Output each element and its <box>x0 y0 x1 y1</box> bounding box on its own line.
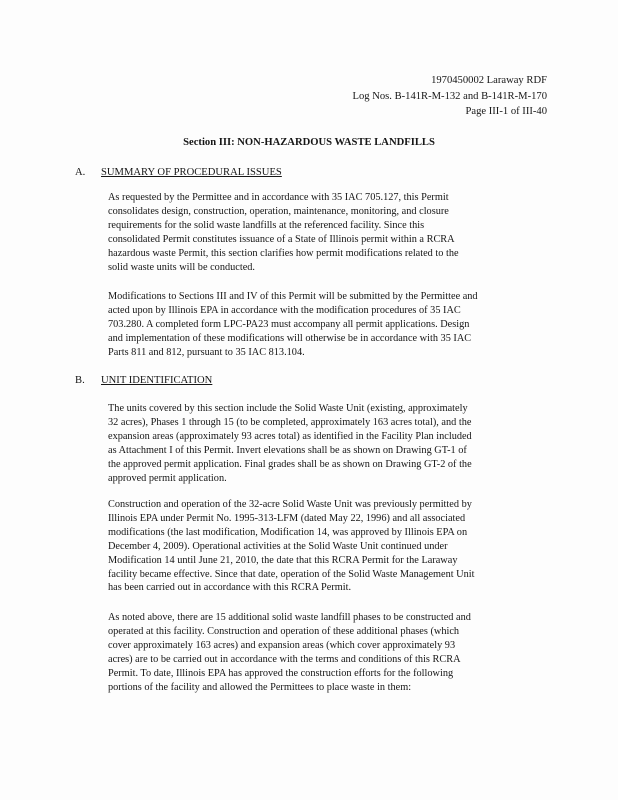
text-line: The units covered by this section include the Solid Waste Unit (existing, approximately <box>108 403 468 414</box>
text-line: portions of the facility and allowed the Permittees to place waste in them: <box>108 681 412 693</box>
text-line: Modifications to Sections III and IV of this Permit will be submitted by the Permittee and <box>108 291 478 302</box>
text-line: cover approximately 163 acres) and expansion areas (which cover approximately 93 <box>108 639 456 651</box>
text-line: the approved permit application. Final grades shall be as shown on Drawing GT-2 of the <box>108 458 472 470</box>
text-line: consolidated Permit constitutes issuance of a State of Illinois permit within a RCRA <box>108 233 455 245</box>
text-line: facility became effective. Since that date, operation of the Solid Waste Management Unit <box>108 568 475 580</box>
text-line: acres) are to be carried out in accordance with the terms and conditions of this RCRA <box>108 653 461 665</box>
text-line: Modification 14 until June 21, 2010, the date that this RCRA Permit for the Laraway <box>108 554 458 566</box>
text-line: Construction and operation of the 32-acre Solid Waste Unit was previously permitted by <box>108 499 472 510</box>
header-log-numbers: Log Nos. B-141R-M-132 and B-141R-M-170 <box>352 90 547 102</box>
header-page-number: Page III-1 of III-40 <box>465 106 547 117</box>
subsection-a-heading <box>75 167 282 178</box>
text-line: acted upon by Illinois EPA in accordance with the modification procedures of 35 IAC <box>108 304 461 316</box>
text-line: Illinois EPA under Permit No. 1995-313-LFM (dated May 22, 1996) and all associated <box>108 512 466 524</box>
text-line: As requested by the Permittee and in accordance with 35 IAC 705.127, this Permit <box>108 192 449 203</box>
text-line: As noted above, there are 15 additional solid waste landfill phases to be constructed and <box>108 612 471 623</box>
subsection-title: UNIT IDENTIFICATION <box>101 375 213 386</box>
text-line: expansion areas (approximately 93 acres total) as identified in the Facility Plan included <box>108 430 472 442</box>
paragraph-b2 <box>108 498 548 595</box>
page-header <box>352 73 547 120</box>
text-line: and implementation of these modifications will otherwise be in accordance with 35 IAC <box>108 332 472 344</box>
paragraph-a2 <box>108 290 548 360</box>
text-line: consolidates design, construction, operation, maintenance, monitoring, and closure <box>108 205 449 217</box>
text-line: modifications (the last modification, Modification 14, was approved by Illinois EPA on <box>108 526 468 538</box>
paragraph-b3 <box>108 611 548 694</box>
subsection-letter: A. <box>75 167 86 178</box>
header-permit-id: 1970450002 Laraway RDF <box>431 75 547 86</box>
subsection-b-heading <box>75 375 212 386</box>
text-line: has been carried out in accordance with this RCRA Permit. <box>108 582 352 594</box>
text-line: Parts 811 and 812, pursuant to 35 IAC 813.104. <box>108 346 305 358</box>
text-line: operated at this facility. Construction and operation of these additional phases (which <box>108 625 460 637</box>
text-line: 32 acres), Phases 1 through 15 (to be completed, approximately 163 acres total), and the <box>108 416 472 428</box>
text-line: hazardous waste Permit, this section clarifies how permit modifications related to the <box>108 247 459 259</box>
text-line: December 4, 2009). Operational activities at the Solid Waste Unit continued under <box>108 540 448 552</box>
paragraph-b1 <box>108 402 548 485</box>
text-line: requirements for the solid waste landfills at the referenced facility. Since this <box>108 219 425 231</box>
text-line: Permit. To date, Illinois EPA has approved the construction efforts for the following <box>108 667 454 679</box>
text-line: approved permit application. <box>108 472 227 484</box>
subsection-letter: B. <box>75 375 85 386</box>
text-line: solid waste units will be conducted. <box>108 261 255 273</box>
section-title: Section III: NON-HAZARDOUS WASTE LANDFILLS <box>183 137 435 148</box>
text-line: 703.280. A completed form LPC-PA23 must accompany all permit applications. Design <box>108 318 470 330</box>
subsection-title: SUMMARY OF PROCEDURAL ISSUES <box>101 167 282 178</box>
text-line: as Attachment I of this Permit. Invert elevations shall be as shown on Drawing GT-1 of <box>108 444 467 456</box>
paragraph-a1 <box>108 191 548 274</box>
